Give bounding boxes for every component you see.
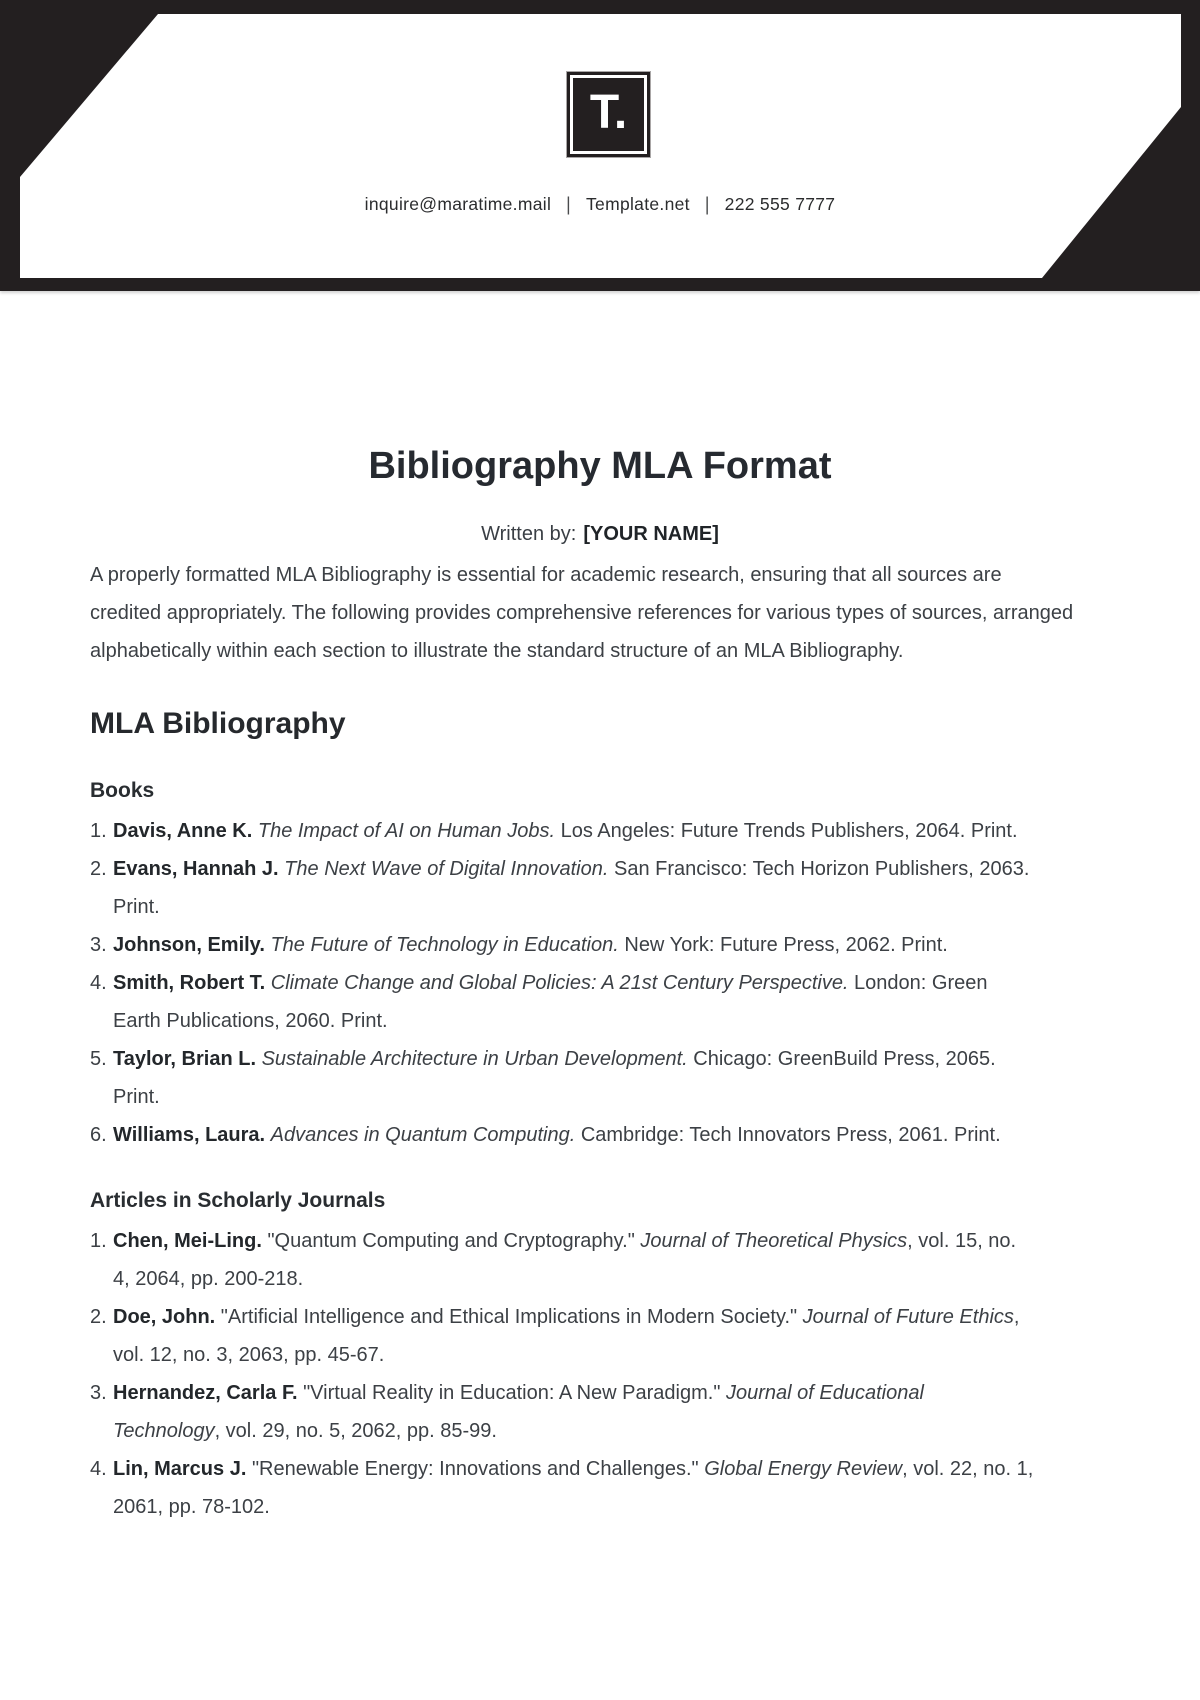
bibliography-entry (90, 850, 1035, 926)
entry-author: Davis, Anne K. (113, 820, 258, 842)
entry-publication: Cambridge: Tech Innovators Press, 2061. Print. (575, 1124, 1001, 1146)
entry-publication: Chicago: GreenBuild Press, 2065. Print. (113, 1048, 996, 1108)
bibliography-entry (90, 1222, 1035, 1298)
bibliography-entry (90, 1450, 1035, 1526)
brand-logo-letter: T. (589, 85, 628, 139)
entry-author: Chen, Mei-Ling. (113, 1230, 268, 1252)
entry-article-title: "Virtual Reality in Education: A New Paradigm." (303, 1382, 726, 1404)
entry-number: 6. (90, 1124, 107, 1146)
page-title: Bibliography MLA Format (368, 445, 832, 487)
entry-number: 4. (90, 972, 107, 994)
entry-article-title: "Renewable Energy: Innovations and Challenges." (251, 1458, 705, 1480)
bibliography-entry (90, 812, 1035, 850)
entry-author: Johnson, Emily. (113, 934, 271, 956)
entry-journal: Journal of Future Ethics (802, 1306, 1014, 1328)
intro-paragraph: A properly formatted MLA Bibliography is essential for academic research, ensuring that all sources are credited appropriately. The following provides comprehensive references for various types of sources, arranged alphabetically within each section to illustrate the standard structure of an MLA Bibliography. (90, 564, 1074, 662)
entry-author: Smith, Robert T. (113, 972, 271, 994)
entry-details: , vol. 15, no. 4, 2064, pp. 200-218. (113, 1230, 1017, 1290)
entry-author: Doe, John. (113, 1306, 221, 1328)
entry-number: 1. (90, 820, 107, 842)
bibliography-list (90, 1222, 1035, 1526)
entry-publication: Los Angeles: Future Trends Publishers, 2064. Print. (555, 820, 1018, 842)
bibliography-entry (90, 1374, 1035, 1450)
entry-title: The Impact of AI on Human Jobs. (257, 820, 556, 842)
byline-author-placeholder: [YOUR NAME] (583, 523, 719, 545)
entry-journal: Journal of Theoretical Physics (640, 1230, 908, 1252)
brand-logo (567, 72, 650, 157)
subsection-heading: Articles in Scholarly Journals (90, 1189, 386, 1212)
document-body (0, 443, 1200, 1526)
bibliography-entry (90, 926, 1035, 964)
bibliography-entry (90, 1040, 1035, 1116)
entry-number: 2. (90, 1306, 107, 1328)
bibliography-entry (90, 964, 1035, 1040)
entry-publication: New York: Future Press, 2062. Print. (618, 934, 948, 956)
entry-author: Williams, Laura. (113, 1124, 271, 1146)
entry-title: The Future of Technology in Education. (270, 934, 619, 956)
entry-number: 4. (90, 1458, 107, 1480)
brand-logo-frame (570, 75, 647, 154)
entry-journal: Journal of Educational Technology (113, 1382, 924, 1442)
byline-label: Written by: (481, 523, 577, 545)
entry-number: 3. (90, 1382, 107, 1404)
contact-email: inquire@maratime.mail (364, 194, 552, 214)
contact-info (0, 194, 1200, 215)
bibliography-entry (90, 1298, 1035, 1374)
entry-details: , vol. 22, no. 1, 2061, pp. 78-102. (113, 1458, 1034, 1518)
bibliography-entry (90, 1116, 1035, 1154)
byline (90, 521, 1110, 547)
entry-journal: Global Energy Review (704, 1458, 903, 1480)
entry-title: Climate Change and Global Policies: A 21st Century Perspective. (270, 972, 849, 994)
entry-publication: London: Green Earth Publications, 2060. Print. (113, 972, 988, 1032)
entry-number: 2. (90, 858, 107, 880)
entry-author: Taylor, Brian L. (113, 1048, 262, 1070)
entry-article-title: "Quantum Computing and Cryptography." (267, 1230, 641, 1252)
entry-details: , vol. 12, no. 3, 2063, pp. 45-67. (113, 1306, 1020, 1366)
entry-title: Advances in Quantum Computing. (270, 1124, 576, 1146)
contact-phone: 222 555 7777 (724, 194, 836, 214)
bibliography-list (90, 812, 1035, 1154)
entry-article-title: "Artificial Intelligence and Ethical Implications in Modern Society." (220, 1306, 803, 1328)
contact-separator: | (704, 192, 710, 215)
letterhead (0, 0, 1200, 291)
entry-number: 1. (90, 1230, 107, 1252)
entry-number: 5. (90, 1048, 107, 1070)
section-title: MLA Bibliography (90, 707, 346, 740)
entry-title: The Next Wave of Digital Innovation. (284, 858, 609, 880)
contact-separator: | (566, 192, 571, 215)
entry-publication: San Francisco: Tech Horizon Publishers, 2063. Print. (113, 858, 1030, 918)
entry-author: Lin, Marcus J. (113, 1458, 252, 1480)
subsections (90, 776, 1110, 1526)
entry-number: 3. (90, 934, 107, 956)
entry-author: Hernandez, Carla F. (113, 1382, 304, 1404)
subsection-heading: Books (90, 779, 155, 802)
entry-title: Sustainable Architecture in Urban Development. (261, 1048, 688, 1070)
entry-details: , vol. 29, no. 5, 2062, pp. 85-99. (214, 1420, 497, 1442)
contact-website: Template.net (586, 194, 690, 214)
entry-author: Evans, Hannah J. (113, 858, 285, 880)
